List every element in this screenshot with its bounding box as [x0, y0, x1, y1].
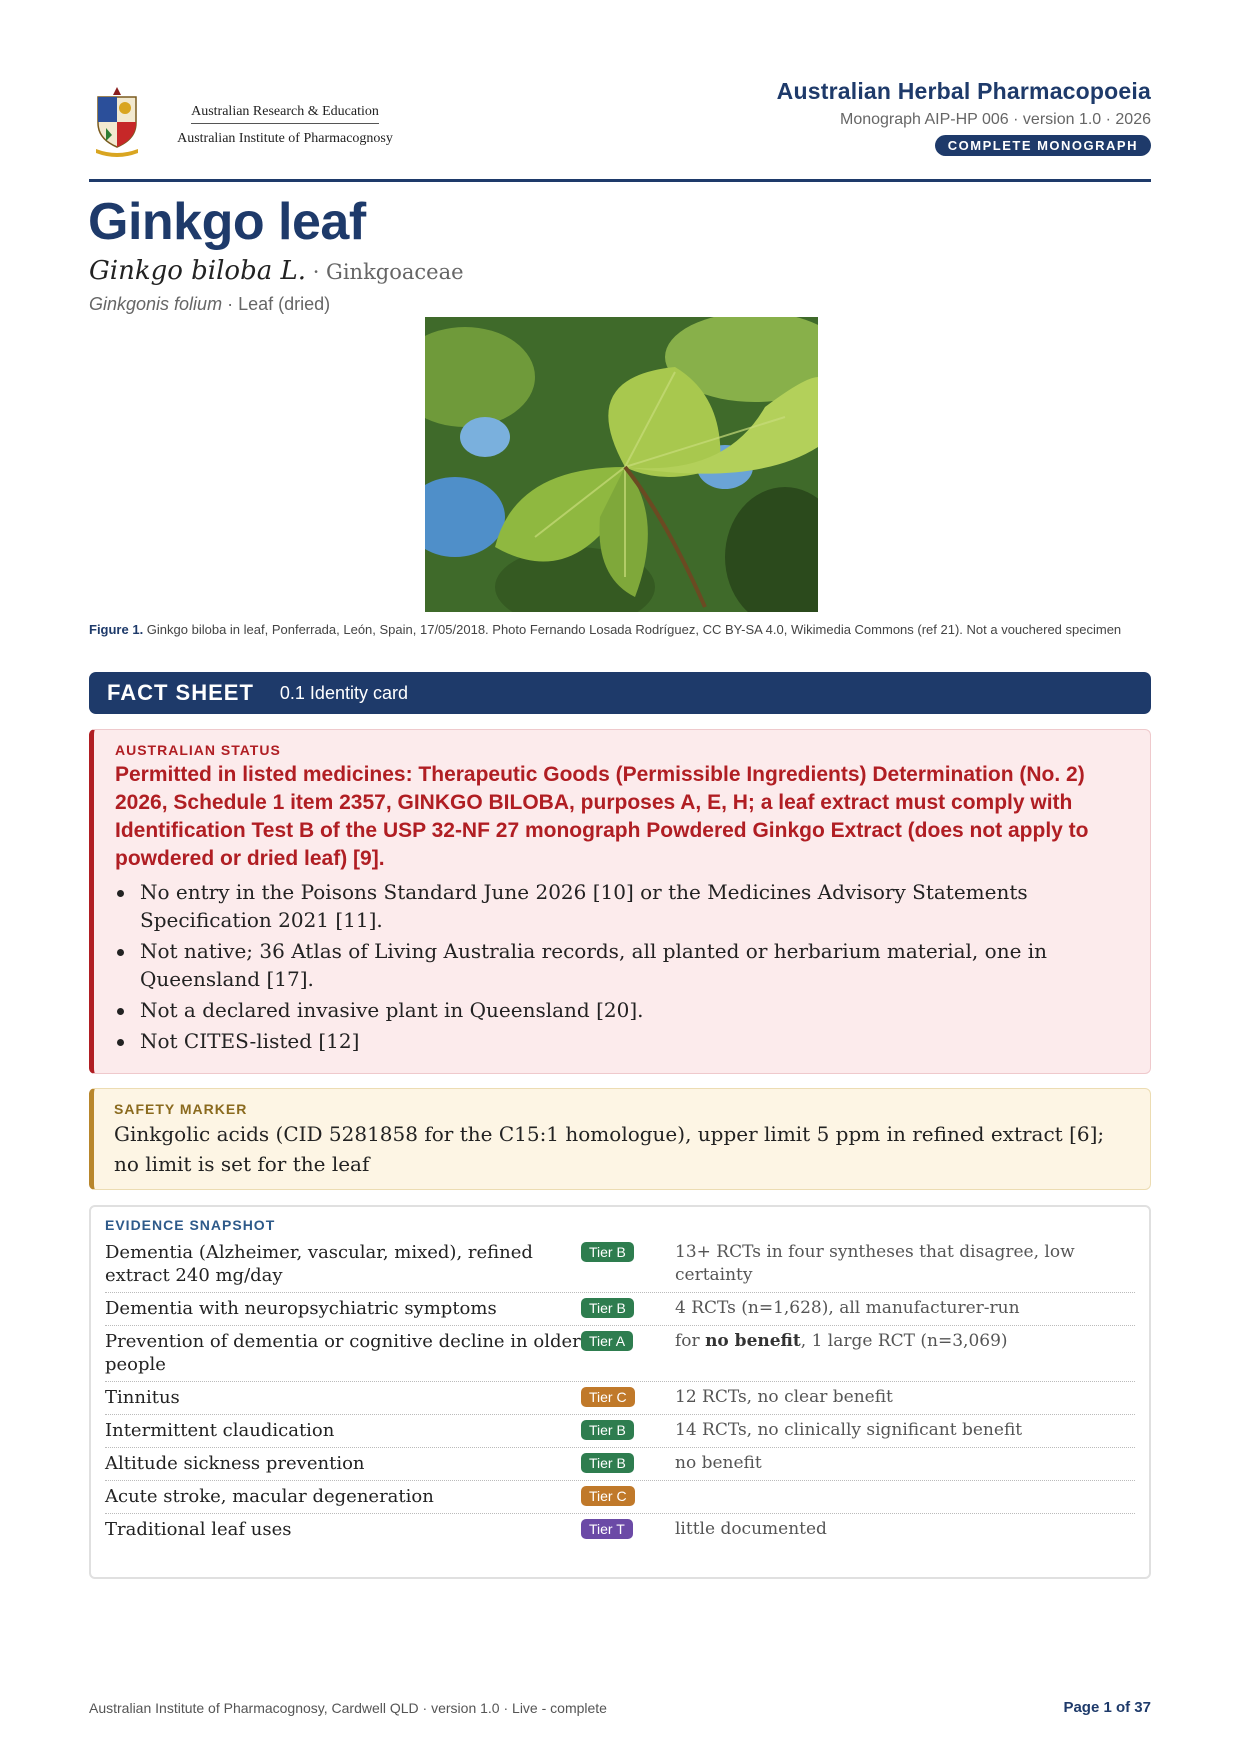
family-name: Ginkgoaceae	[326, 260, 464, 284]
part-separator: ·	[222, 294, 239, 314]
evidence-note	[675, 1297, 1135, 1320]
evidence-condition: Altitude sickness prevention	[105, 1453, 365, 1474]
fact-sheet-subheading: 0.1 Identity card	[279, 682, 408, 703]
evidence-snapshot-label: EVIDENCE SNAPSHOT	[105, 1217, 276, 1233]
evidence-note-text: 14 RCTs, no clinically significant benefit	[675, 1420, 1023, 1440]
evidence-row	[105, 1293, 1135, 1326]
evidence-row	[105, 1514, 1135, 1546]
family-separator: ·	[306, 260, 327, 284]
page-number: Page 1 of 37	[1063, 1699, 1151, 1716]
institute-line-2: Australian Institute of Pharmacognosy	[177, 131, 393, 146]
evidence-row	[105, 1237, 1135, 1293]
evidence-note	[675, 1419, 1135, 1442]
evidence-note-text: 13+ RCTs in four syntheses that disagree, low certainty	[675, 1242, 1075, 1285]
evidence-note-text: little documented	[675, 1519, 827, 1539]
tier-badge: Tier C	[581, 1387, 635, 1407]
evidence-note-text: 4 RCTs (n=1,628), all manufacturer-run	[675, 1298, 1020, 1318]
ginkgo-leaf-illustration	[425, 317, 818, 612]
evidence-snapshot-box	[89, 1205, 1151, 1579]
species-line	[89, 256, 464, 286]
institute-crest-icon	[94, 83, 140, 157]
figure-caption-text: Ginkgo biloba in leaf, Ponferrada, León, Spain, 17/05/2018. Photo Fernando Losada Rodríguez, CC BY-SA 4.0, Wikimedia Commons (ref 21). Not a vouchered specimen	[143, 622, 1122, 637]
status-text-part-1: Permitted in listed medicines: Therapeutic Goods (Permissible Ingredients) Determination (No. 2) 2026, Schedule 1 item 2357, GINKGO BILOBA, purposes A, E, H; a leaf	[115, 763, 1085, 814]
fact-sheet-heading: FACT SHEET	[107, 680, 254, 705]
safety-marker-label: SAFETY MARKER	[114, 1101, 248, 1117]
tier-badge: Tier C	[581, 1486, 635, 1506]
monograph-id: Monograph AIP-HP 006 · version 1.0 · 2026	[840, 111, 1151, 128]
evidence-note-tail: , 1 large RCT (n=3,069)	[800, 1331, 1008, 1351]
tier-badge: Tier A	[581, 1331, 633, 1351]
status-text-bold: extract	[820, 791, 890, 814]
evidence-row	[105, 1326, 1135, 1382]
fact-sheet-banner	[89, 672, 1151, 714]
figure-caption	[89, 620, 1151, 639]
evidence-row	[105, 1415, 1135, 1448]
status-text-part-2: must comply with Identification Test B of the USP 32-NF 27 monograph Powdered Ginkgo Extract (does not apply to powdered or dried leaf) [9].	[115, 791, 1089, 870]
evidence-row	[105, 1481, 1135, 1514]
ginkgo-leaf-photo	[425, 317, 818, 612]
evidence-note-text: no benefit	[675, 1453, 762, 1473]
evidence-condition: Intermittent claudication	[105, 1420, 335, 1441]
australian-status-text	[115, 761, 1130, 873]
evidence-note-text: for	[675, 1331, 706, 1351]
page-title: Ginkgo leaf	[88, 193, 366, 251]
australian-status-box	[89, 729, 1151, 1074]
evidence-note-bold: no benefit	[705, 1331, 801, 1351]
pharmacopoeia-title: Australian Herbal Pharmacopoeia	[776, 78, 1151, 104]
evidence-note	[675, 1241, 1135, 1287]
pharmaceutical-name: Ginkgonis folium	[89, 294, 223, 314]
institute-name	[160, 102, 410, 147]
footer-institution: Australian Institute of Pharmacognosy, Cardwell QLD · version 1.0 · Live - complete	[89, 1700, 607, 1716]
evidence-row	[105, 1448, 1135, 1481]
evidence-note	[675, 1386, 1135, 1409]
evidence-condition: Traditional leaf uses	[105, 1519, 292, 1540]
evidence-table	[105, 1237, 1135, 1546]
evidence-condition: Prevention of dementia or cognitive decline in older people	[105, 1331, 581, 1375]
status-bullet: No entry in the Poisons Standard June 2026 [10] or the Medicines Advisory Statements Specification 2021 [11].	[115, 878, 1130, 934]
tier-badge: Tier B	[581, 1298, 634, 1318]
page-header	[89, 78, 1151, 182]
evidence-condition: Tinnitus	[105, 1387, 180, 1408]
evidence-note	[675, 1518, 1135, 1541]
species-name: Ginkgo biloba L.	[89, 256, 307, 286]
evidence-condition: Acute stroke, macular degeneration	[105, 1486, 434, 1507]
evidence-note-text: 12 RCTs, no clear benefit	[675, 1387, 893, 1407]
status-bullet: Not CITES-listed [12]	[115, 1027, 1130, 1055]
status-bullet: Not a declared invasive plant in Queensland [20].	[115, 996, 1130, 1024]
evidence-note	[675, 1452, 1135, 1475]
pharmaceutical-name-line	[89, 294, 330, 315]
australian-status-label: AUSTRALIAN STATUS	[115, 742, 281, 758]
evidence-note	[675, 1330, 1135, 1353]
status-bullet-list	[115, 878, 1130, 1055]
safety-marker-box	[89, 1088, 1151, 1190]
institute-line-1: Australian Research & Education	[191, 104, 379, 124]
tier-badge: Tier T	[581, 1519, 633, 1539]
complete-monograph-badge: COMPLETE MONOGRAPH	[935, 135, 1151, 156]
pharmacopoeia-block	[777, 78, 1151, 156]
status-bullet: Not native; 36 Atlas of Living Australia records, all planted or herbarium material, one in Queensland [17].	[115, 937, 1130, 993]
evidence-condition: Dementia (Alzheimer, vascular, mixed), refined extract 240 mg/day	[105, 1242, 533, 1286]
tier-badge: Tier B	[581, 1453, 634, 1473]
tier-badge: Tier B	[581, 1420, 634, 1440]
evidence-row	[105, 1382, 1135, 1415]
figure-label: Figure 1.	[89, 622, 144, 637]
tier-badge: Tier B	[581, 1242, 634, 1262]
safety-marker-text: Ginkgolic acids (CID 5281858 for the C15:1 homologue), upper limit 5 ppm in refined extract [6]; no limit is set for the leaf	[114, 1122, 1105, 1176]
plant-part: Leaf (dried)	[238, 294, 331, 314]
evidence-condition: Dementia with neuropsychiatric symptoms	[105, 1298, 497, 1319]
